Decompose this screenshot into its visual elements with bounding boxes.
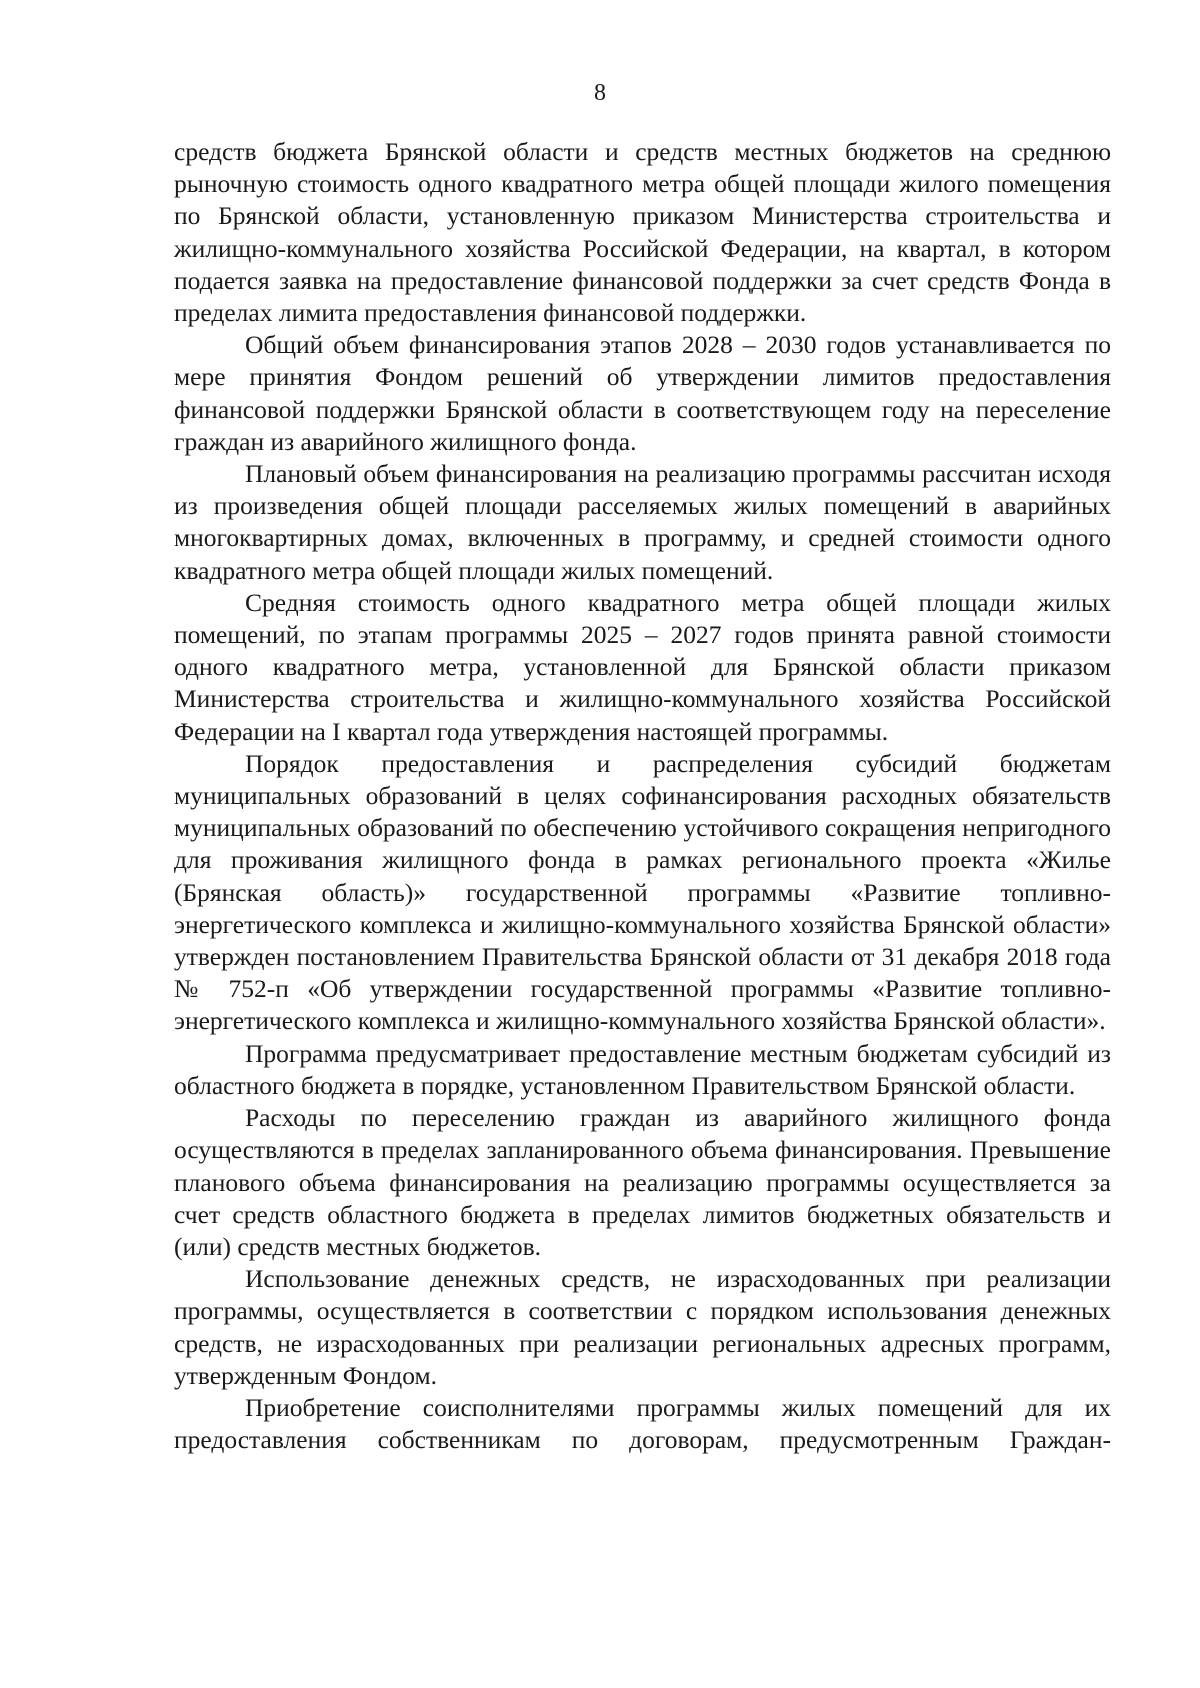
paragraph-average-cost: Средняя стоимость одного квадратного метра общей площади жилых помещений, по этапам программы 2025 – 2027 годов принята равной стоимости одного квадратного метра, установленной для Брянской области приказом Министерства строительства и жилищно-коммунального хозяйства Российской Федерации на I квартал года утверждения настоящей программы. [174,587,1111,746]
paragraph-subsidy-procedure: Порядок предоставления и распределения субсидий бюджетам муниципальных образований в целях софинансирования расходных обязательств муниципальных образований по обеспечению устойчивого сокращения непригодного для проживания жилищного фонда в рамках регионального проекта «Жилье (Брянская область)» государственной программы «Развитие топливно-энергетического комплекса и жилищно-коммунального хозяйства Брянской области» утвержден постановлением Правительства Брянской области от 31 декабря 2018 года № 752-п «Об утверждении государственной программы «Развитие топливно-энергетического комплекса и жилищно-коммунального хозяйства Брянской области». [174,748,1111,1036]
document-body [174,136,1111,1456]
paragraph-financing-2028-2030: Общий объем финансирования этапов 2028 – 2030 годов устанавливается по мере принятия Фондом решений об утверждении лимитов предоставления финансовой поддержки Брянской области в соответствующем году на переселение граждан из аварийного жилищного фонда. [174,330,1111,456]
paragraph-unspent-funds: Использование денежных средств, не израсходованных при реализации программы, осуществляется в соответствии с порядком использования денежных средств, не израсходованных при реализации региональных адресных программ, утвержденным Фондом. [174,1264,1111,1390]
page-number: 8 [594,80,606,106]
paragraph-planned-volume: Плановый объем финансирования на реализацию программы рассчитан исходя из произведения общей площади расселяемых жилых помещений в аварийных многоквартирных домах, включенных в программу, и средней стоимости одного квадратного метра общей площади жилых помещений. [174,459,1111,585]
paragraph-acquisition: Приобретение соисполнителями программы жилых помещений для их предоставления собственникам по договорам, предусмотренным Граждан- [174,1392,1111,1455]
paragraph-continuation: средств бюджета Брянской области и средств местных бюджетов на среднюю рыночную стоимость одного квадратного метра общей площади жилого помещения по Брянской области, установленную приказом Министерства строительства и жилищно-коммунального хозяйства Российской Федерации, на квартал, в котором подается заявка на предоставление финансовой поддержки за счет средств Фонда в пределах лимита предоставления финансовой поддержки. [174,137,1111,328]
paragraph-local-budgets: Программа предусматривает предоставление местным бюджетам субсидий из областного бюджета в порядке, установленном Правительством Брянской области. [174,1038,1111,1100]
paragraph-resettlement-costs: Расходы по переселению граждан из аварийного жилищного фонда осуществляются в пределах запланированного объема финансирования. Превышение планового объема финансирования на реализацию программы осуществляется за счет средств областного бюджета в пределах лимитов бюджетных обязательств и (или) средств местных бюджетов. [174,1103,1111,1261]
